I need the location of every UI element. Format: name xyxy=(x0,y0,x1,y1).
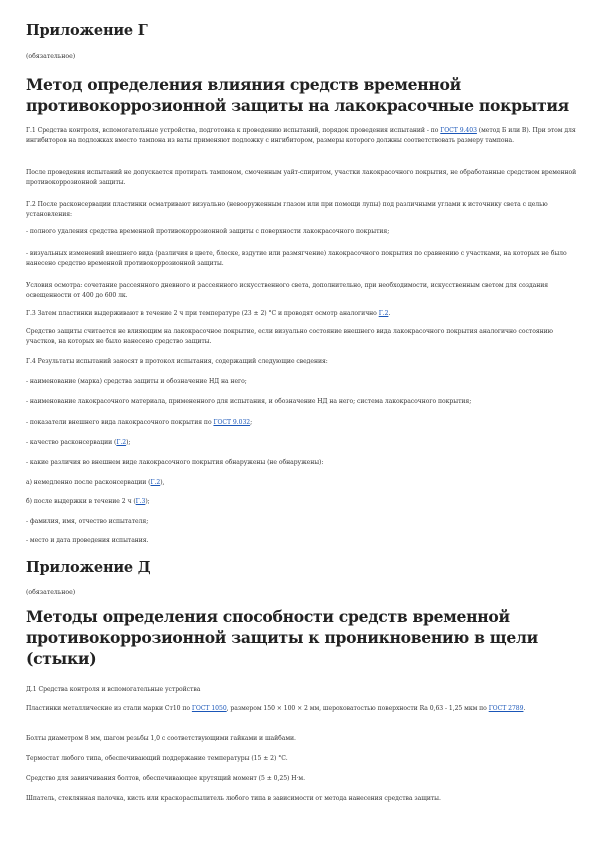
paragraph-d1-torque: Средство для завинчивания болтов, обеспечивающее крутящий момент (5 ± 0,25) Н·м. xyxy=(26,775,305,782)
report-item-after-2h: б) после выдержки в течение 2 ч (Г.3); xyxy=(26,498,150,505)
report-item-appearance: - показатели внешнего вида лакокрасочного покрытия по ГОСТ 9.032; xyxy=(26,419,253,426)
paragraph-g1-note: После проведения испытаний не допускается протирать тампоном, смоченным уайт-спиритом, участки лакокрасочного покрытия, не обработанные средством временной противокоррозионной защиты. xyxy=(26,169,577,186)
appendix-d-heading: Методы определения способности средств временной противокоррозионной защиты к проникновению в щели (стыки) xyxy=(26,607,538,668)
report-item-differences: - какие различия во внешнем виде лакокрасочного покрытия обнаружены (не обнаружены): xyxy=(26,459,324,466)
paragraph-g4: Г.4 Результаты испытаний заносят в протокол испытания, содержащий следующие сведения: xyxy=(26,358,328,365)
link-gost-1050[interactable]: ГОСТ 1050 xyxy=(191,705,227,712)
paragraph-g1: Г.1 Средства контроля, вспомогательные устройства, подготовка к проведению испытаний, порядок проведения испытаний - по ГОСТ 9.403 (метод Б или В). При этом для ингибиторов на подложках вместо тампона из ваты применяют подложку с ингибитором, размеры которого должны соответствовать размеру тампона. xyxy=(26,127,576,144)
appendix-g-title: Приложение Г xyxy=(26,22,148,39)
appendix-d-title: Приложение Д xyxy=(26,559,151,576)
paragraph-d1-plates: Пластинки металлические из стали марки Ст10 по ГОСТ 1050, размером 150 × 100 × 2 мм, шероховатостью поверхности Ra 0,63 - 1,25 мкм по ГОСТ 2789. xyxy=(26,705,526,712)
link-gost-2789[interactable]: ГОСТ 2789 xyxy=(488,705,524,712)
report-item-tester: - фамилия, имя, отчество испытателя; xyxy=(26,518,149,525)
report-item-immediate: а) немедленно после расконсервации (Г.2), xyxy=(26,479,165,486)
report-item-paint: - наименование лакокрасочного материала, примененного для испытания, и обозначение НД на него; система лакокрасочного покрытия; xyxy=(26,398,472,405)
appendix-d-status: (обязательное) xyxy=(26,589,76,596)
paragraph-g2-conditions: Условия осмотра: сочетание рассеянного дневного и рассеянного искусственного света, дополнительно, при необходимости, искусственным светом для создания освещенности от 400 до 600 лк. xyxy=(26,282,549,299)
paragraph-d1-thermostat: Термостат любого типа, обеспечивающий поддержание температуры (15 ± 2) °С. xyxy=(26,755,288,762)
paragraph-g2: Г.2 После расконсервации пластинки осматривают визуально (невооруженным глазом или при помощи лупы) под различными углами к источнику света с целью установления: xyxy=(26,201,548,218)
paragraph-g2-item1: - полного удаления средства временной противокоррозионной защиты с поверхности лакокрасочного покрытия; xyxy=(26,228,390,235)
link-gost-9-032[interactable]: ГОСТ 9.032 xyxy=(213,419,251,426)
link-gost-9-403[interactable]: ГОСТ 9.403 xyxy=(440,127,477,134)
link-g2[interactable]: Г.2 xyxy=(378,310,389,317)
report-item-quality: - качество расконсервации (Г.2); xyxy=(26,439,131,446)
link-g2[interactable]: Г.2 xyxy=(150,479,161,486)
appendix-g-heading: Метод определения влияния средств временной противокоррозионной защиты на лакокрасочные покрытия xyxy=(26,75,569,115)
report-item-agent: - наименование (марка) средства защиты и обозначение НД на него; xyxy=(26,378,247,385)
paragraph-d1-tools: Шпатель, стеклянная палочка, кисть или краскораспылитель любого типа в зависимости от метода нанесения средства защиты. xyxy=(26,795,441,802)
appendix-g-status: (обязательное) xyxy=(26,53,76,60)
paragraph-g2-item2: - визуальных изменений внешнего вида (различия в цвете, блеске, вздутие или размягчение) лакокрасочного покрытия по сравнению с участками, на которых не было нанесено средство временной противокоррозионной защиты. xyxy=(26,250,567,267)
link-g2[interactable]: Г.2 xyxy=(116,439,127,446)
link-g3[interactable]: Г.3 xyxy=(135,498,146,505)
paragraph-d1-bolts: Болты диаметром 8 мм, шагом резьбы 1,0 с соответствующими гайками и шайбами. xyxy=(26,735,296,742)
paragraph-g3-criteria: Средство защиты считается не влияющим на лакокрасочное покрытие, если визуально состояние внешнего вида лакокрасочного покрытия аналогично состоянию участков, на которых не было нанесено средство защиты. xyxy=(26,328,553,345)
report-item-place-date: - место и дата проведения испытания. xyxy=(26,537,149,544)
paragraph-g3: Г.3 Затем пластинки выдерживают в течение 2 ч при температуре (23 ± 2) °С и проводят осмотр аналогично Г.2. xyxy=(26,310,391,317)
paragraph-d1: Д.1 Средства контроля и вспомогательные устройства xyxy=(26,686,201,693)
